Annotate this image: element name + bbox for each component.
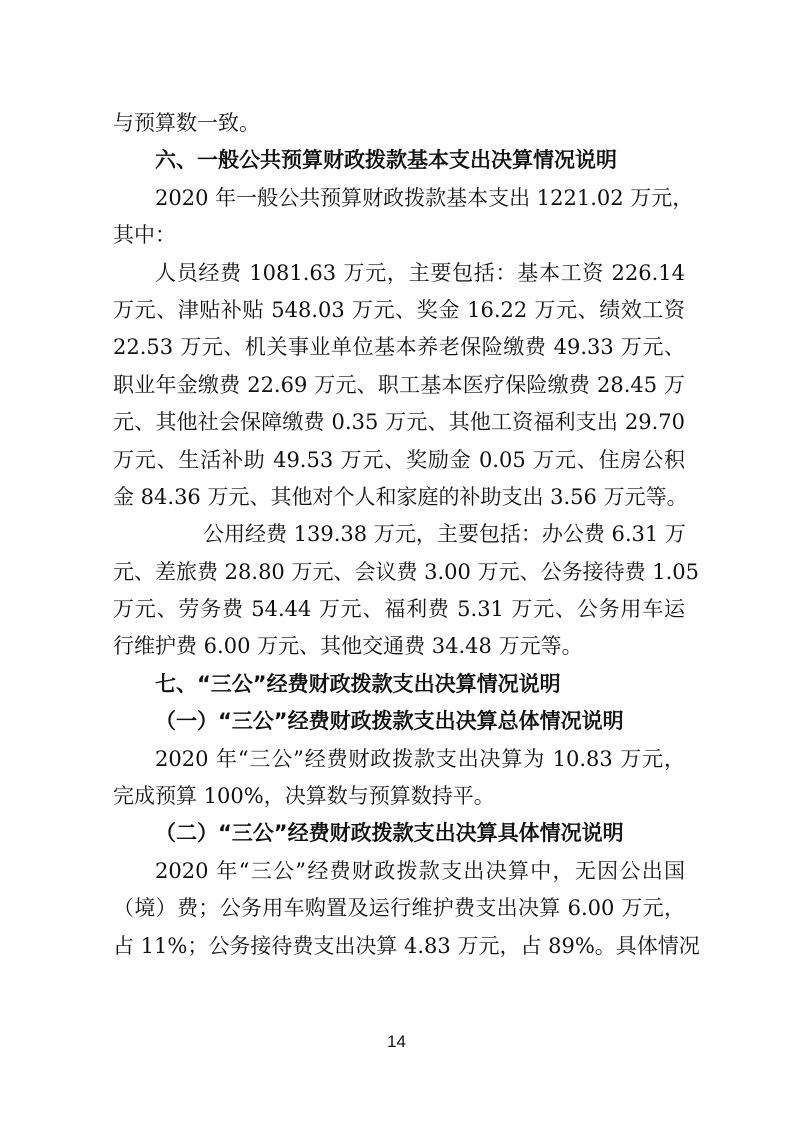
text-line: 2020 年“三公”经费财政拨款支出决算为 10.83 万元， — [155, 746, 685, 771]
text-line: 其中： — [113, 223, 176, 248]
text-line: 万元、劳务费 54.44 万元、福利费 5.31 万元、公务用车运 — [113, 597, 685, 622]
text-line: 金 84.36 万元、其他对个人和家庭的补助支出 3.56 万元等。 — [113, 484, 688, 509]
text-line: （境）费；公务用车购置及运行维护费支出决算 6.00 万元， — [113, 896, 685, 921]
subsection-heading-overall: （一）“三公”经费财政拨款支出决算总体情况说明 — [155, 709, 624, 734]
text-line: 元、差旅费 28.80 万元、会议费 3.00 万元、公务接待费 1.05 — [113, 559, 700, 584]
text-line: 完成预算 100%，决算数与预算数持平。 — [113, 784, 495, 809]
text-line-budget-consistent: 与预算数一致。 — [113, 111, 260, 135]
page-number: 14 — [387, 1032, 406, 1051]
text-line: 万元、生活补助 49.53 万元、奖励金 0.05 万元、住房公积 — [113, 447, 685, 472]
text-line: 行维护费 6.00 万元、其他交通费 34.48 万元等。 — [113, 634, 583, 659]
subsection-heading-specific: （二）“三公”经费财政拨款支出决算具体情况说明 — [155, 821, 624, 846]
text-line: 元、其他社会保障缴费 0.35 万元、其他工资福利支出 29.70 — [113, 410, 685, 435]
body-text — [113, 105, 700, 965]
text-line-personnel-expenses: 人员经费 1081.63 万元，主要包括：基本工资 226.14 — [155, 260, 685, 285]
text-line: 职业年金缴费 22.69 万元、职工基本医疗保险缴费 28.45 万 — [113, 372, 685, 397]
text-line: 2020 年一般公共预算财政拨款基本支出 1221.02 万元， — [155, 185, 694, 210]
text-line: 22.53 万元、机关事业单位基本养老保险缴费 49.33 万元、 — [113, 335, 685, 360]
section-heading-basic-expenditure: 六、一般公共预算财政拨款基本支出决算情况说明 — [155, 148, 617, 173]
text-line: 占 11%；公务接待费支出决算 4.83 万元，占 89%。具体情况 — [113, 933, 700, 958]
text-line-public-expenses: 公用经费 139.38 万元，主要包括：办公费 6.31 万 — [203, 522, 686, 547]
text-line: 2020 年“三公”经费财政拨款支出决算中，无因公出国 — [155, 858, 685, 883]
section-heading-three-public: 七、“三公”经费财政拨款支出决算情况说明 — [155, 671, 561, 696]
text-line: 万元、津贴补贴 548.03 万元、奖金 16.22 万元、绩效工资 — [113, 297, 685, 322]
